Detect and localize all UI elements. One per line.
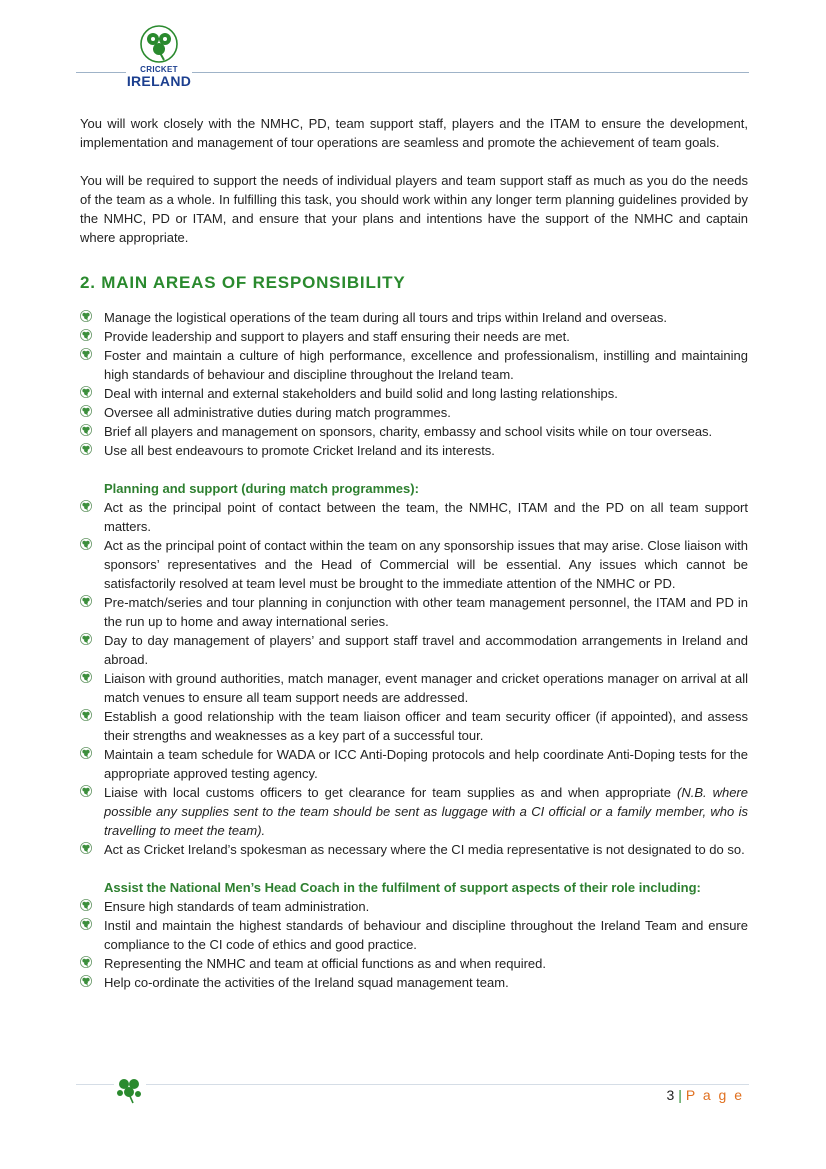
footer-rule xyxy=(76,1084,749,1085)
shamrock-bullet-icon xyxy=(80,500,92,512)
list-item: Use all best endeavours to promote Cricket Ireland and its interests. xyxy=(80,441,748,460)
list-item: Instil and maintain the highest standards of behaviour and discipline throughout the Ireland Team and ensure compliance to the CI code of ethics and good practice. xyxy=(80,916,748,954)
shamrock-bullet-icon xyxy=(80,975,92,987)
logo-text-ireland: IRELAND xyxy=(126,73,192,89)
list-item: Provide leadership and support to players and staff ensuring their needs are met. xyxy=(80,327,748,346)
shamrock-bullet-icon xyxy=(80,842,92,854)
list-item: Act as the principal point of contact within the team on any sponsorship issues that may arise. Close liaison with sponsors’ representatives and the Head of Commercial will be essential. Any issues which cannot be satisfactorily resolved at team level must be brought to the immediate attention of the NMHC or PD. xyxy=(80,536,748,593)
list-item: Liaison with ground authorities, match manager, event manager and cricket operations manager on arrival at all match venues to ensure all team support needs are addressed. xyxy=(80,669,748,707)
list-item: Maintain a team schedule for WADA or ICC Anti-Doping protocols and help coordinate Anti-Doping tests for the appropriate approved testing agency. xyxy=(80,745,748,783)
shamrock-bullet-icon xyxy=(80,918,92,930)
shamrock-bullet-icon xyxy=(80,310,92,322)
shamrock-bullet-icon xyxy=(80,405,92,417)
responsibility-list xyxy=(80,308,748,460)
assist-subheading: Assist the National Men’s Head Coach in the fulfilment of support aspects of their role including: xyxy=(104,880,701,895)
customs-note: (N.B. where possible any supplies sent to the team should be sent as luggage with a CI official or a family member, who is travelling to meet the team). xyxy=(104,785,748,838)
footer-shamrock-icon xyxy=(114,1074,146,1104)
intro-paragraph-2: You will be required to support the needs of individual players and team support staff as much as you do the needs of the team as a whole. In fulfilling this task, you should work within any longer term planning guidelines provided by the NMHC, PD or ITAM, and ensure that your plans and intentions have the support of the NMHC and captain where appropriate. xyxy=(80,173,748,245)
page-number: 3 | P a g e xyxy=(666,1087,744,1103)
shamrock-bullet-icon xyxy=(80,785,92,797)
list-item: Act as Cricket Ireland’s spokesman as necessary where the CI media representative is not designated to do so. xyxy=(80,840,748,859)
shamrock-bullet-icon xyxy=(80,538,92,550)
shamrock-bullet-icon xyxy=(80,956,92,968)
list-item: Ensure high standards of team administration. xyxy=(80,897,748,916)
cricket-ireland-logo xyxy=(126,24,192,94)
list-item: Foster and maintain a culture of high performance, excellence and professionalism, instilling and maintaining high standards of behaviour and discipline throughout the Ireland team. xyxy=(80,346,748,384)
list-item: Deal with internal and external stakeholders and build solid and long lasting relationships. xyxy=(80,384,748,403)
list-item: Pre-match/series and tour planning in conjunction with other team management personnel, the ITAM and PD in the run up to home and away international series. xyxy=(80,593,748,631)
document-body xyxy=(80,114,748,992)
shamrock-bullet-icon xyxy=(80,386,92,398)
shamrock-bullet-icon xyxy=(80,899,92,911)
shamrock-bullet-icon xyxy=(80,633,92,645)
shamrock-bullet-icon xyxy=(80,348,92,360)
shamrock-bullet-icon xyxy=(80,671,92,683)
list-item: Liaise with local customs officers to get clearance for team supplies as and when appropriate (N.B. where possible any supplies sent to the team should be sent as luggage with a CI official or a family member, who is travelling to meet the team). xyxy=(80,783,748,840)
shamrock-bullet-icon xyxy=(80,747,92,759)
list-item: Act as the principal point of contact between the team, the NMHC, ITAM and the PD on all team support matters. xyxy=(80,498,748,536)
list-item: Help co-ordinate the activities of the Ireland squad management team. xyxy=(80,973,748,992)
shamrock-bullet-icon xyxy=(80,443,92,455)
list-item: Oversee all administrative duties during match programmes. xyxy=(80,403,748,422)
list-item: Establish a good relationship with the team liaison officer and team security officer (if appointed), and assess their strengths and weaknesses as a key part of a successful tour. xyxy=(80,707,748,745)
shamrock-bullet-icon xyxy=(80,595,92,607)
assist-list xyxy=(80,897,748,992)
planning-subheading: Planning and support (during match programmes): xyxy=(104,481,419,496)
shamrock-bullet-icon xyxy=(80,709,92,721)
list-item: Manage the logistical operations of the team during all tours and trips within Ireland and overseas. xyxy=(80,308,748,327)
shamrock-bullet-icon xyxy=(80,424,92,436)
list-item: Day to day management of players’ and support staff travel and accommodation arrangements in Ireland and abroad. xyxy=(80,631,748,669)
list-item: Representing the NMHC and team at official functions as and when required. xyxy=(80,954,748,973)
section-heading: 2. MAIN AREAS OF RESPONSIBILITY xyxy=(80,273,406,292)
intro-paragraph-1: You will work closely with the NMHC, PD, team support staff, players and the ITAM to ensure the development, implementation and management of tour operations are seamless and promote the achievement of team goals. xyxy=(80,116,748,150)
shamrock-logo-icon xyxy=(139,24,179,64)
shamrock-bullet-icon xyxy=(80,329,92,341)
planning-list xyxy=(80,498,748,859)
list-item: Brief all players and management on sponsors, charity, embassy and school visits while on tour overseas. xyxy=(80,422,748,441)
logo-text-cricket: CRICKET xyxy=(140,65,178,74)
